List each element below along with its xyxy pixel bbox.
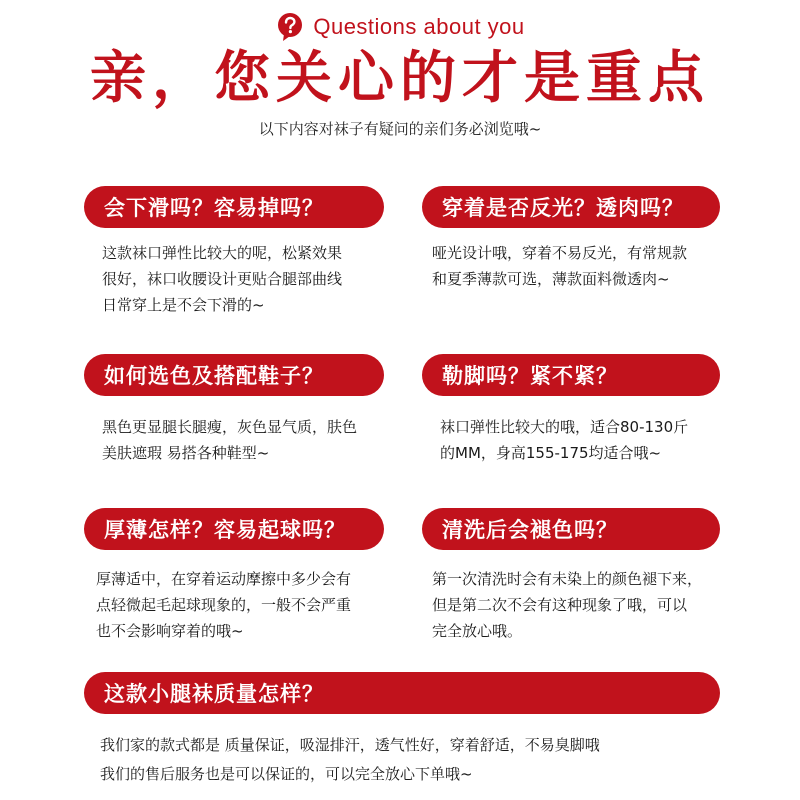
- answer-line: 日常穿上是不会下滑的~: [102, 296, 265, 314]
- answer-line: 厚薄适中，在穿着运动摩擦中多少会有: [96, 570, 352, 588]
- answer-thickness: [96, 566, 351, 644]
- answer-line: 的MM，身高155-175均适合哦~: [440, 444, 662, 462]
- answer-line: 点轻微起毛起球现象的，一般不会严重: [96, 596, 352, 614]
- answer-line: 很好，袜口收腰设计更贴合腿部曲线: [102, 270, 343, 288]
- header-tagline: [0, 12, 800, 42]
- answer-reflective: [432, 240, 687, 292]
- question-speech-bubble-icon: [275, 12, 305, 42]
- answer-fading: [432, 566, 702, 644]
- answer-line: 也不会影响穿着的哦~: [96, 622, 244, 640]
- page-subtitle: 以下内容对袜子有疑问的亲们务必浏览哦~: [258, 120, 542, 138]
- answer-line: 我们的售后服务也是可以保证的，可以完全放心下单哦~: [100, 765, 473, 783]
- page-title: 亲，您关心的才是重点: [90, 45, 710, 111]
- answer-color-matching: [102, 414, 357, 466]
- answer-quality: [100, 731, 600, 789]
- english-heading: Questions about you: [313, 14, 525, 39]
- question-pill-reflective: 穿着是否反光？透肉吗？: [422, 186, 720, 228]
- question-pill-color-matching: 如何选色及搭配鞋子？: [84, 354, 384, 396]
- answer-line: 这款袜口弹性比较大的呢，松紧效果: [102, 244, 343, 262]
- answer-line: 哑光设计哦，穿着不易反光，有常规款: [432, 244, 688, 262]
- answer-slipping: [102, 240, 342, 318]
- question-pill-fading: 清洗后会褪色吗？: [422, 508, 720, 550]
- question-pill-tightness: 勒脚吗？紧不紧？: [422, 354, 720, 396]
- answer-line: 完全放心哦。: [432, 622, 523, 640]
- answer-line: 袜口弹性比较大的哦，适合80-130斤: [440, 418, 689, 436]
- question-pill-quality: 这款小腿袜质量怎样？: [84, 672, 720, 714]
- answer-line: 我们家的款式都是 质量保证，吸湿排汗，透气性好，穿着舒适，不易臭脚哦: [100, 736, 600, 754]
- answer-line: 和夏季薄款可选，薄款面料微透肉~: [432, 270, 670, 288]
- question-pill-slipping: 会下滑吗？容易掉吗？: [84, 186, 384, 228]
- answer-line: 第一次清洗时会有未染上的颜色褪下来，: [432, 570, 703, 588]
- question-pill-thickness: 厚薄怎样？容易起球吗？: [84, 508, 384, 550]
- answer-line: 美肤遮瑕 易搭各种鞋型~: [102, 444, 270, 462]
- answer-line: 黑色更显腿长腿瘦，灰色显气质，肤色: [102, 418, 358, 436]
- answer-tightness: [440, 414, 688, 466]
- answer-line: 但是第二次不会有这种现象了哦，可以: [432, 596, 688, 614]
